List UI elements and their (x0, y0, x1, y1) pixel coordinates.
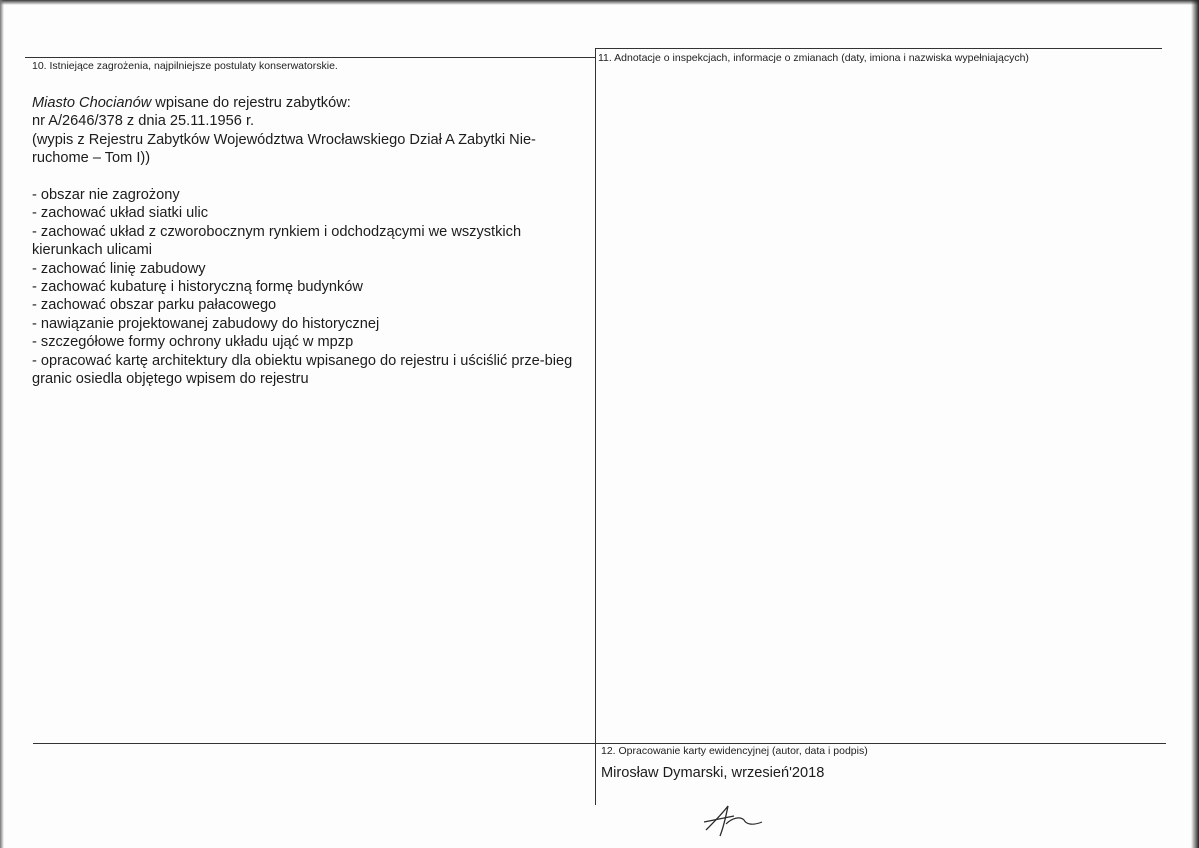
scan-edge-right (1191, 0, 1199, 848)
signature-image (700, 800, 770, 840)
column-divider (595, 48, 596, 805)
postulate-item: - zachować kubaturę i historyczną formę budynków (32, 279, 363, 296)
author-and-date: Mirosław Dymarski, wrzesień'2018 (601, 765, 825, 781)
registry-intro-rest: wpisane do rejestru zabytków: (151, 95, 351, 111)
postulate-item: - zachować układ siatki ulic (32, 205, 209, 222)
postulate-item: - obszar nie zagrożony (32, 187, 180, 204)
registry-source-line2: ruchome – Tom I)) (32, 150, 151, 167)
section-11-caption: 11. Adnotacje o inspekcjach, informacje o zmianach (daty, imiona i nazwiska wypełniających) (598, 52, 1029, 64)
town-name: Miasto Chocianów (32, 95, 152, 111)
postulate-item: - zachować układ z czworobocznym rynkiem i odchodzącymi we wszystkich kierunkach ulicami (32, 223, 522, 259)
section-10-content (32, 94, 592, 388)
top-rule-left (25, 57, 595, 58)
postulate-item: - szczegółowe formy ochrony układu ująć w mpzp (32, 334, 354, 351)
postulates-list (32, 186, 592, 388)
section-10-caption: 10. Istniejące zagrożenia, najpilniejsze postulaty konserwatorskie. (32, 60, 338, 72)
top-rule-right (595, 48, 1162, 49)
postulate-item: - opracować kartę architektury dla obiektu wpisanego do rejestru i uściślić prze-bieg granic osiedla objętego wpisem do rejestru (32, 352, 573, 388)
postulate-item: - zachować linię zabudowy (32, 260, 206, 277)
scan-edge-left (0, 0, 4, 848)
postulate-item: - nawiązanie projektowanej zabudowy do historycznej (32, 315, 380, 332)
bottom-rule (33, 743, 1166, 744)
registry-number: nr A/2646/378 z dnia 25.11.1956 r. (32, 113, 255, 130)
registry-source-line1: (wypis z Rejestru Zabytków Województwa Wrocławskiego Dział A Zabytki Nie- (32, 131, 536, 148)
section-12-caption: 12. Opracowanie karty ewidencyjnej (autor, data i podpis) (601, 745, 868, 757)
registry-intro (32, 94, 592, 112)
scan-edge-top (0, 0, 1199, 5)
postulate-item: - zachować obszar parku pałacowego (32, 297, 277, 314)
